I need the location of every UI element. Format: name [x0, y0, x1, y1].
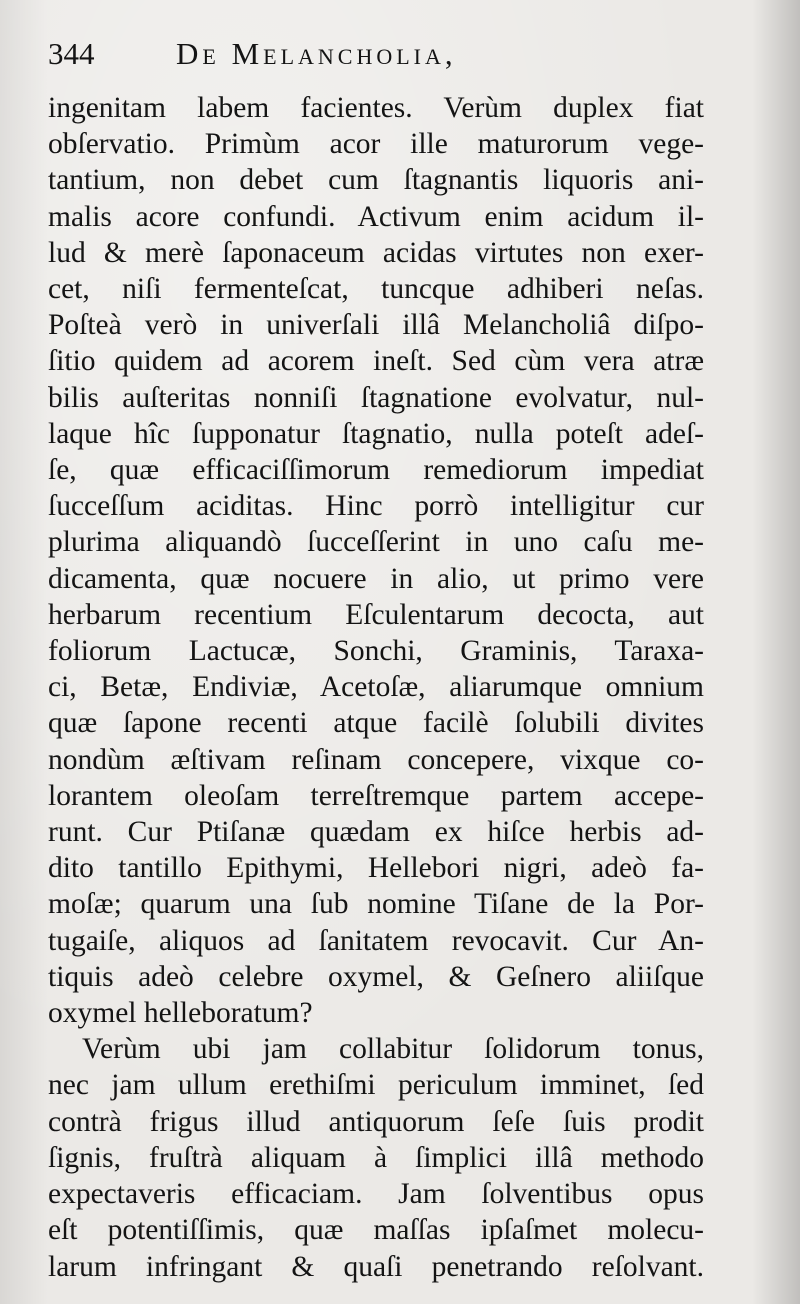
text-line: ſignis, fruſtrà aliquam à ſimplici illâ methodo	[48, 1141, 704, 1174]
text-line: expectaveris efficaciam. Jam ſolventibus opus	[48, 1178, 704, 1211]
text-line: lud & merè ſaponaceum acidas virtutes non exer-	[48, 236, 704, 269]
text-line-paragraph-end: oxymel helleboratum?	[48, 997, 313, 1030]
text-line: plurima aliquandò ſucceſſerint in uno caſu me-	[48, 526, 704, 559]
text-line: nondùm æſtivam reſinam concepere, vixque co-	[48, 743, 704, 776]
text-line: ingenitam labem facientes. Verùm duplex fiat	[48, 92, 704, 124]
text-line: contrà frigus illud antiquorum ſeſe ſuis prodit	[48, 1105, 704, 1138]
text-line: dito tantillo Epithymi, Hellebori nigri, adeò fa-	[48, 852, 704, 885]
text-line: tantium, non debet cum ſtagnantis liquoris ani-	[48, 164, 704, 197]
text-line: malis acore confundi. Activum enim acidum il-	[48, 200, 704, 233]
text-line: dicamenta, quæ nocuere in alio, ut primo vere	[48, 562, 704, 595]
text-line: herbarum recentium Eſculentarum decocta, aut	[48, 598, 704, 631]
text-line: eſt potentiſſimis, quæ maſſas ipſaſmet molecu-	[48, 1214, 704, 1247]
text-line: ſucceſſum aciditas. Hinc porrò intelligitur cur	[48, 490, 704, 523]
text-line: Poſteà verò in univerſali illâ Melancholiâ diſpo-	[48, 309, 704, 342]
text-line: obſervatio. Primùm acor ille maturorum vege-	[48, 128, 704, 161]
text-line: ci, Betæ, Endiviæ, Acetoſæ, aliarumque omnium	[48, 671, 704, 704]
body-text	[48, 90, 740, 1285]
page-number: 344	[48, 36, 95, 71]
text-line: foliorum Lactucæ, Sonchi, Graminis, Taraxa-	[48, 635, 704, 668]
text-line: tugaiſe, aliquos ad ſanitatem revocavit. Cur An-	[48, 924, 704, 957]
text-line: ſe, quæ efficaciſſimorum remediorum impediat	[48, 454, 704, 487]
running-head: De Melancholia,	[176, 36, 457, 71]
text-line: laque hîc ſupponatur ſtagnatio, nulla poteſt adeſ-	[48, 417, 704, 450]
text-line: bilis auſteritas nonniſi ſtagnatione evolvatur, nul-	[48, 381, 704, 414]
text-line: nec jam ullum erethiſmi periculum imminet, ſed	[48, 1069, 704, 1102]
page-header	[48, 36, 740, 90]
text-line: tiquis adeò celebre oxymel, & Geſnero aliiſque	[48, 960, 704, 993]
text-line: larum infringant & quaſi penetrando reſolvant.	[48, 1250, 704, 1283]
text-line: quæ ſapone recenti atque facilè ſolubili divites	[48, 707, 704, 740]
text-line: lorantem oleoſam terreſtremque partem accepe-	[48, 779, 704, 812]
text-line: moſæ; quarum una ſub nomine Tiſane de la Por-	[48, 888, 704, 921]
text-line: ſitio quidem ad acorem ineſt. Sed cùm vera atræ	[48, 345, 704, 378]
text-line: cet, niſi fermenteſcat, tuncque adhiberi neſas.	[48, 273, 704, 306]
text-line: runt. Cur Ptiſanæ quædam ex hiſce herbis ad-	[48, 816, 704, 849]
text-line-paragraph-start: Verùm ubi jam collabitur ſolidorum tonus,	[82, 1033, 704, 1066]
